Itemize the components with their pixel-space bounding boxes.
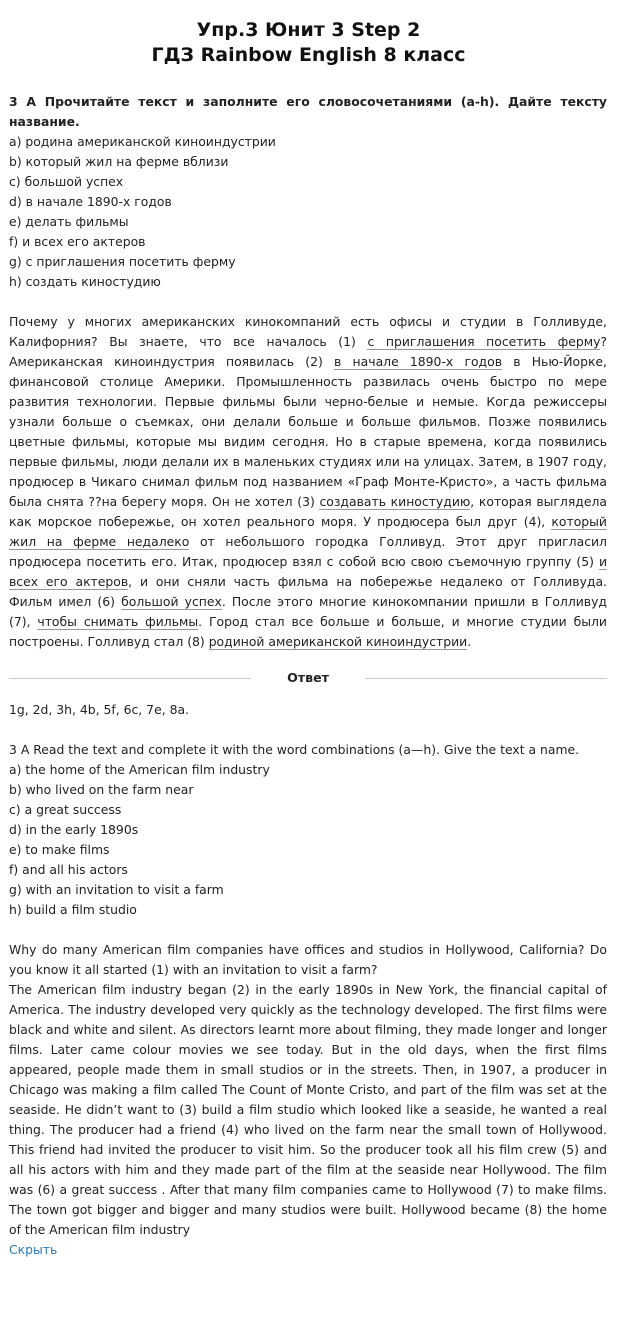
ru-option-b: b) который жил на ферме вблизи	[9, 154, 229, 169]
title-line-2: ГДЗ Rainbow English 8 класс	[151, 44, 466, 66]
ru-text-part: . Город стал все больше и больше, и многие студии были построены. Голливуд стал (8)	[9, 614, 607, 649]
en-text-paragraph-2: The American film industry began (2) in the early 1890s in New York, the financial capital of America. The industry developed very quickly as the technology developed. The first films were black and white and silent. As directors learnt more about filming, they made longer and longer films. Later came colour movies we see today. But in the old days, when the first films appeared, people made them in small studios or in the streets. Then, in 1907, a producer in Chicago was making a film called The Count of Monte Cristo, and part of the film was set at the seaside. He didn’t want to (3) build a film studio which looked like a seaside, he wanted a real thing. The producer had a friend (4) who lived on the farm near the small town of Hollywood. This friend had invited the producer to visit him. So the producer took all his film crew (5) and all his actors with him and they made part of the film at the seaside near Hollywood. The film was (6) a great success . After that many film companies came to Hollywood (7) to make films. The town got bigger and bigger and many studios were built. Hollywood became (8) the home of the American film industry	[9, 982, 607, 1237]
answer-label: Ответ	[287, 670, 329, 685]
ru-filled-gap-6: большой успех	[121, 594, 222, 609]
en-option-e: e) to make films	[9, 842, 110, 857]
en-option-f: f) and all his actors	[9, 862, 128, 877]
en-option-h: h) build a film studio	[9, 902, 137, 917]
hide-link[interactable]: Скрыть	[9, 1242, 58, 1257]
divider-line-right	[365, 678, 607, 679]
ru-text-part: , и они сняли часть фильма на побережье недалеко от Голливуда. Фильм имел (6)	[9, 574, 607, 609]
ru-text-part: от небольшого городка Голливуд. Этот друг пригласил продюсера посетить его. Итак, продюсер взял с собой всю свою съемочную группу (5)	[9, 534, 607, 569]
en-option-d: d) in the early 1890s	[9, 822, 139, 837]
title-line-1: Упр.3 Юнит 3 Step 2	[196, 19, 421, 41]
ru-text-part: в Нью-Йорке, финансовой столице Америки. Промышленность развилась очень быстро по мере развития технологии. Первые фильмы были черно-белые и немые. Когда режиссеры узнали больше о съемках, они делали больше и больше фильмов. Позже появились цветные фильмы, которые мы видим сегодня. Но в старые времена, когда появились первые фильмы, люди делали их в маленьких студиях или на улицах. Затем, в 1907 году, продюсер в Чикаго снимал фильм под названием «Граф Монте-Кристо», а часть фильма была снята ??на берегу моря. Он не хотел (3)	[9, 354, 607, 509]
ru-filled-gap-8: родиной американской киноиндустрии	[208, 634, 468, 649]
en-option-b: b) who lived on the farm near	[9, 782, 194, 797]
ru-filled-gap-5: и всех его актеров	[9, 554, 607, 589]
en-options-list	[9, 760, 607, 920]
ru-task-heading: 3 A Прочитайте текст и заполните его словосочетаниями (a-h). Дайте тексту название.	[9, 94, 607, 129]
en-text-paragraph-1: Why do many American film companies have offices and studios in Hollywood, California? Do you know it all started (1) with an invitation to visit a farm?	[9, 942, 607, 977]
ru-option-c: c) большой успех	[9, 174, 124, 189]
answer-key: 1g, 2d, 3h, 4b, 5f, 6c, 7e, 8a.	[9, 702, 189, 717]
en-task-heading: 3 A Read the text and complete it with the word combinations (a—h). Give the text a name.	[9, 742, 580, 757]
ru-text-part: .	[467, 634, 472, 649]
exercise-content	[0, 92, 617, 1260]
ru-option-g: g) с приглашения посетить ферму	[9, 254, 236, 269]
ru-text-part: Почему у многих американских кинокомпаний есть офисы и студии в Голливуде, Калифорния? Вы знаете, что все началось (1)	[9, 314, 607, 349]
ru-filled-gap-1: с приглашения посетить ферму	[367, 334, 601, 349]
divider-line-left	[9, 678, 251, 679]
ru-text-part: ? Американская киноиндустрия появилась (2)	[9, 334, 607, 369]
ru-filled-gap-7: чтобы снимать фильмы	[37, 614, 199, 629]
ru-text-part: , которая выглядела как морское побережье, он хотел реального моря. У продюсера был друг (4),	[9, 494, 607, 529]
en-option-a: a) the home of the American film industry	[9, 762, 270, 777]
ru-option-f: f) и всех его актеров	[9, 234, 146, 249]
ru-filled-gap-4: который жил на ферме недалеко	[9, 514, 607, 549]
ru-filled-gap-3: создавать киностудию	[319, 494, 471, 509]
en-option-g: g) with an invitation to visit a farm	[9, 882, 224, 897]
page-title	[0, 0, 617, 68]
ru-text-paragraph	[9, 312, 607, 652]
ru-option-d: d) в начале 1890-х годов	[9, 194, 172, 209]
ru-options-list	[9, 132, 607, 292]
ru-text-part: . После этого многие кинокомпании пришли в Голливуд (7),	[9, 594, 607, 629]
en-option-c: c) a great success	[9, 802, 122, 817]
ru-option-a: a) родина американской киноиндустрии	[9, 134, 276, 149]
ru-option-h: h) создать киностудию	[9, 274, 161, 289]
ru-option-e: e) делать фильмы	[9, 214, 129, 229]
answer-divider	[9, 668, 607, 688]
ru-filled-gap-2: в начале 1890-х годов	[334, 354, 502, 369]
en-text	[9, 940, 607, 1240]
